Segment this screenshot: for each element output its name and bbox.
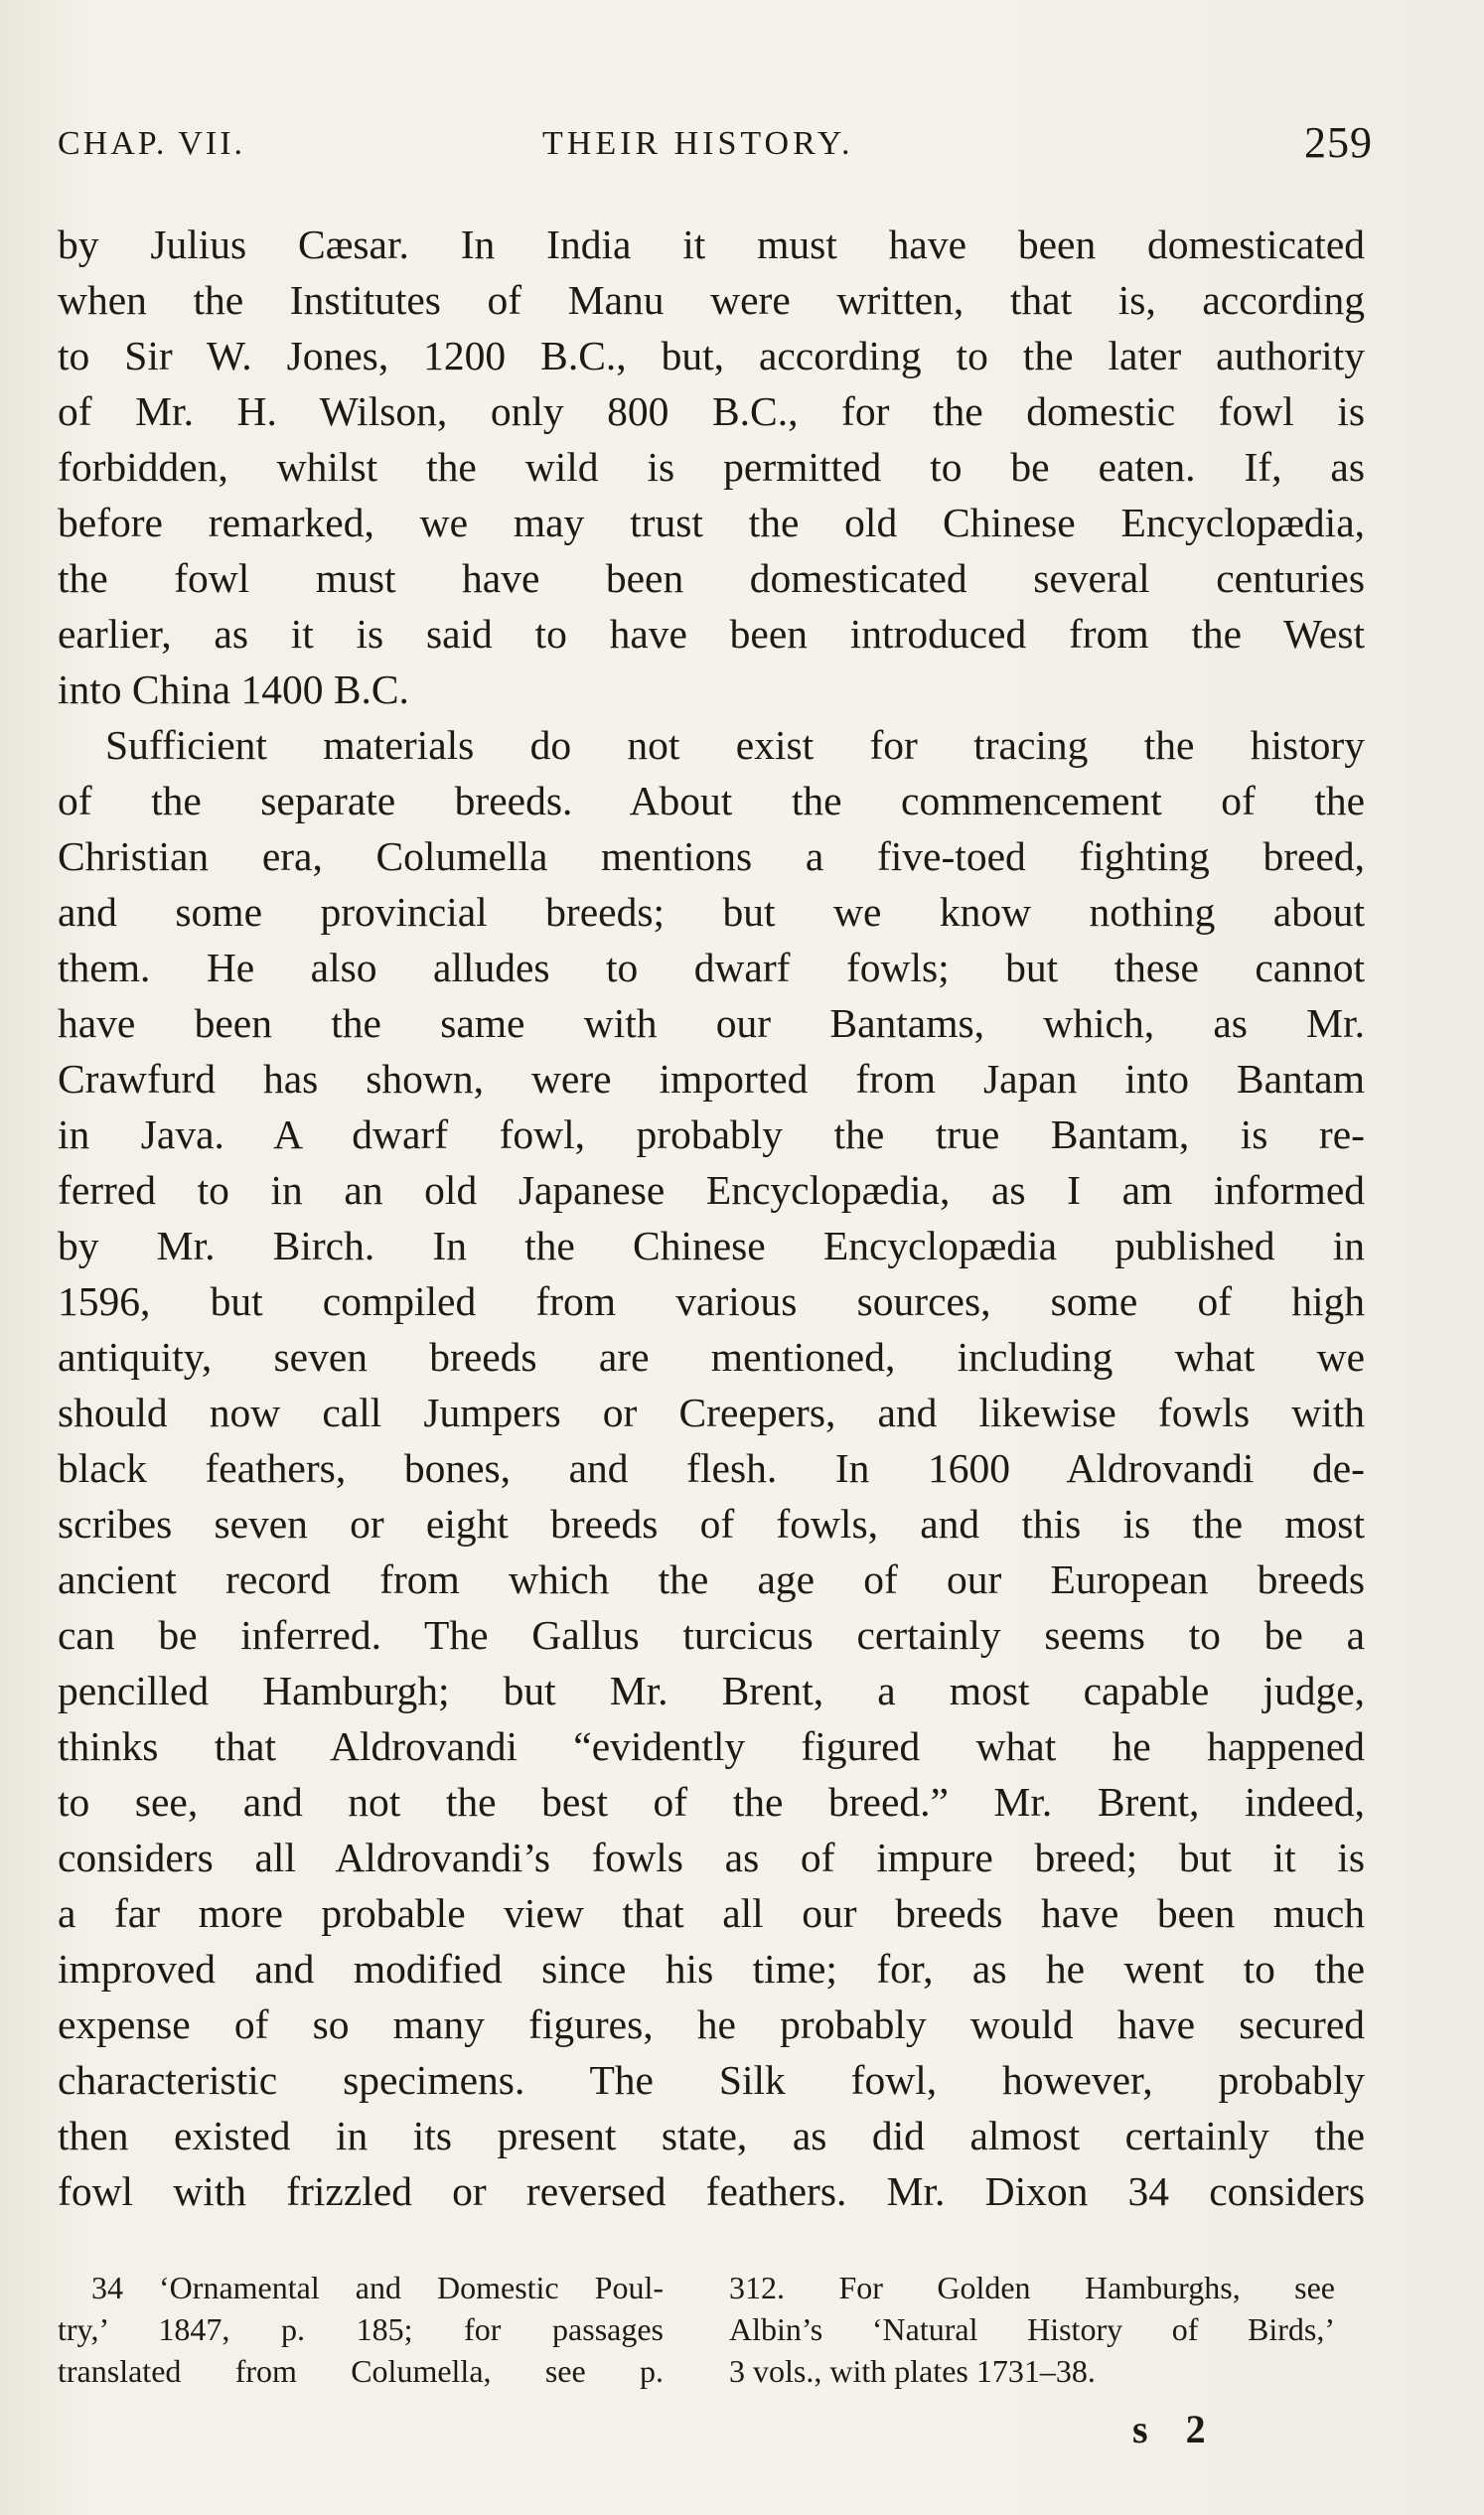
- text-line: Christian era, Columella mentions a five-toed fighting breed,: [58, 833, 1365, 879]
- text-line: Crawfurd has shown, were imported from Japan into Bantam: [58, 1056, 1365, 1102]
- text-line: expense of so many figures, he probably would have secured: [58, 2001, 1365, 2047]
- signature-mark: s 2: [1132, 2407, 1220, 2451]
- text-line: of the separate breeds. About the commencement of the: [58, 778, 1365, 823]
- text-line: forbidden, whilst the wild is permitted to be eaten. If, as: [58, 444, 1365, 490]
- text-line: improved and modified since his time; for, as he went to the: [58, 1946, 1365, 1992]
- text-line: thinks that Aldrovandi “evidently figured what he happened: [58, 1723, 1365, 1769]
- text-line: and some provincial breeds; but we know nothing about: [58, 889, 1365, 935]
- chapter-label: CHAP. VII.: [58, 125, 246, 162]
- text-line: of Mr. H. Wilson, only 800 B.C., for the domestic fowl is: [58, 388, 1365, 434]
- text-line: the fowl must have been domesticated several centuries: [58, 555, 1365, 601]
- running-head: [58, 117, 1373, 177]
- text-line: considers all Aldrovandi’s fowls as of impure breed; but it is: [58, 1835, 1365, 1880]
- text-line: by Mr. Birch. In the Chinese Encyclopædia published in: [58, 1223, 1365, 1268]
- text-line: then existed in its present state, as did almost certainly the: [58, 2113, 1365, 2158]
- footnote-column-right: [729, 2267, 1335, 2392]
- text-line: scribes seven or eight breeds of fowls, and this is the most: [58, 1501, 1365, 1547]
- footnote-line: 34 ‘Ornamental and Domestic Poul-: [91, 2270, 664, 2305]
- text-line: have been the same with our Bantams, which, as Mr.: [58, 1000, 1365, 1046]
- text-line: them. He also alludes to dwarf fowls; but these cannot: [58, 945, 1365, 990]
- text-line: pencilled Hamburgh; but Mr. Brent, a most capable judge,: [58, 1668, 1365, 1713]
- text-line: when the Institutes of Manu were written, that is, according: [58, 277, 1365, 323]
- text-line: black feathers, bones, and flesh. In 1600 Aldrovandi de-: [58, 1445, 1365, 1491]
- text-line: into China 1400 B.C.: [58, 666, 409, 712]
- text-line: should now call Jumpers or Creepers, and likewise fowls with: [58, 1390, 1365, 1435]
- footnote-line: 3 vols., with plates 1731–38.: [729, 2353, 1096, 2389]
- page-number: 259: [1304, 118, 1373, 167]
- text-line: earlier, as it is said to have been introduced from the West: [58, 611, 1365, 657]
- text-line: by Julius Cæsar. In India it must have been domesticated: [58, 222, 1365, 267]
- text-line: to Sir W. Jones, 1200 B.C., but, according to the later authority: [58, 333, 1365, 378]
- text-line: antiquity, seven breeds are mentioned, including what we: [58, 1334, 1365, 1380]
- text-line: to see, and not the best of the breed.” Mr. Brent, indeed,: [58, 1779, 1365, 1825]
- text-line: a far more probable view that all our breeds have been much: [58, 1890, 1365, 1936]
- footnote-line: Albin’s ‘Natural History of Birds,’: [729, 2311, 1335, 2347]
- footnote-line: translated from Columella, see p.: [58, 2353, 664, 2389]
- footnote-line: 312. For Golden Hamburghs, see: [729, 2270, 1335, 2305]
- text-line: in Java. A dwarf fowl, probably the true Bantam, is re-: [58, 1111, 1365, 1157]
- body-text: [58, 217, 1365, 2219]
- text-line: Sufficient materials do not exist for tracing the history: [105, 722, 1365, 768]
- footnote-line: try,’ 1847, p. 185; for passages: [58, 2311, 664, 2347]
- text-line: fowl with frizzled or reversed feathers. Mr. Dixon 34 considers: [58, 2168, 1365, 2214]
- text-line: ancient record from which the age of our European breeds: [58, 1556, 1365, 1602]
- text-line: 1596, but compiled from various sources, some of high: [58, 1278, 1365, 1324]
- running-title: THEIR HISTORY.: [542, 125, 854, 162]
- text-line: characteristic specimens. The Silk fowl, however, probably: [58, 2057, 1365, 2103]
- text-line: can be inferred. The Gallus turcicus certainly seems to be a: [58, 1612, 1365, 1658]
- text-line: ferred to in an old Japanese Encyclopædia, as I am informed: [58, 1167, 1365, 1213]
- text-line: before remarked, we may trust the old Chinese Encyclopædia,: [58, 500, 1365, 545]
- footnote-column-left: [58, 2267, 664, 2392]
